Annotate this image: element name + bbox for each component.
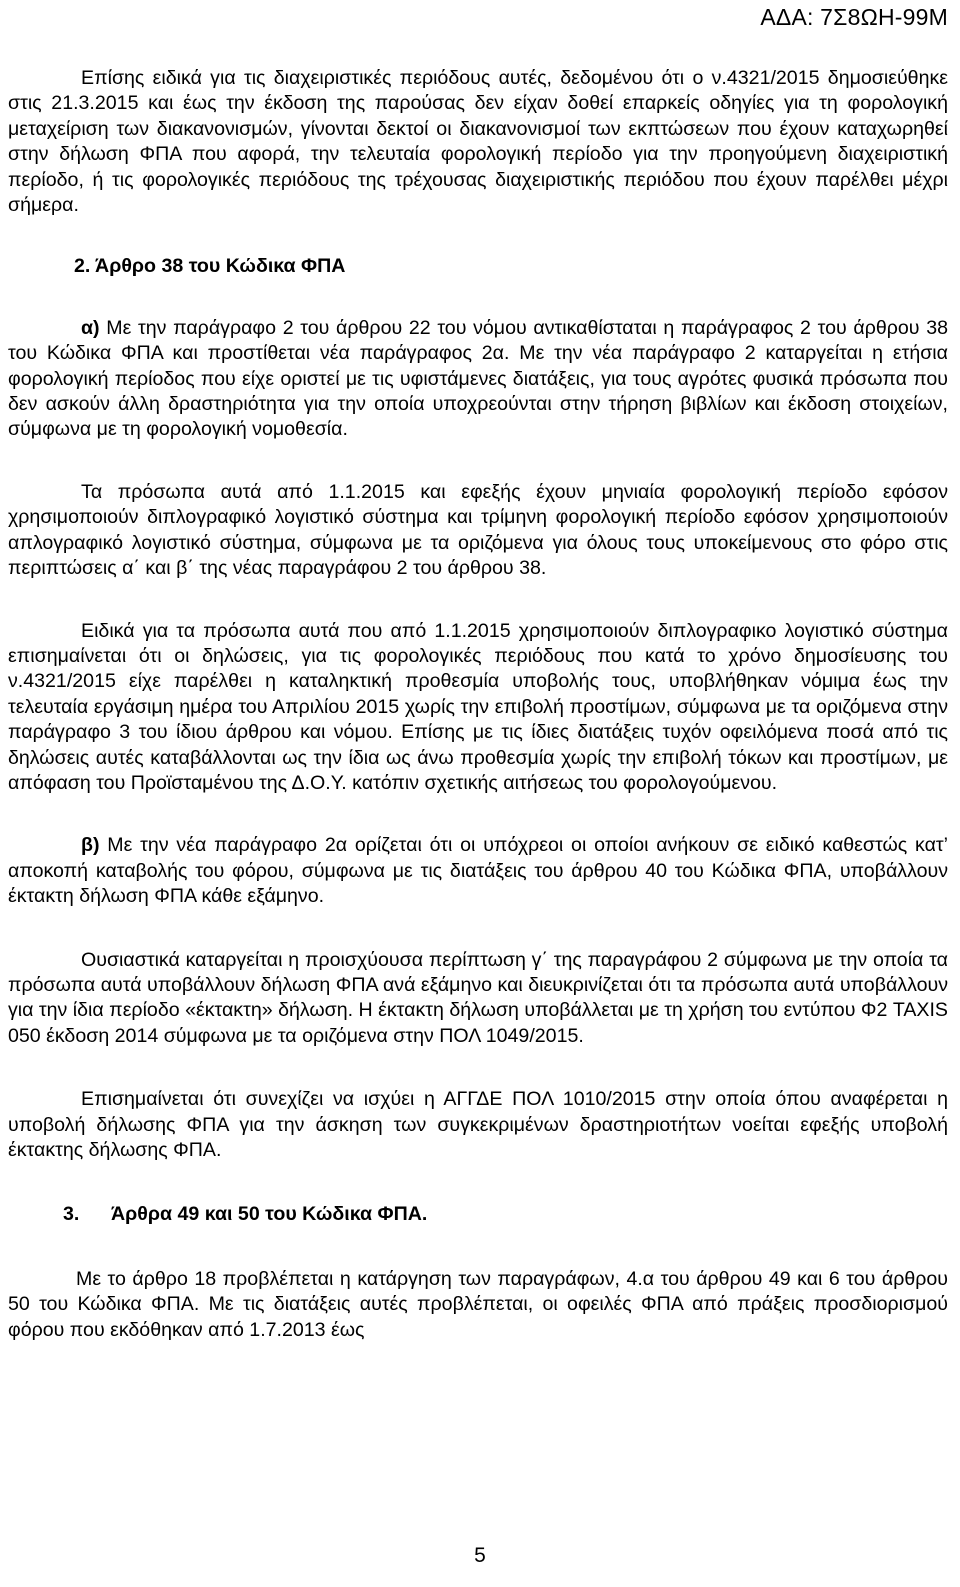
paragraph-essence: Ουσιαστικά καταργείται η προισχύουσα περίπτωση γ΄ της παραγράφου 2 σύμφωνα με την οποία τα πρόσωπα αυτά υποβάλλουν δήλωση ΦΠΑ ανά εξάμηνο και διευκρινίζεται ότι τα πρόσωπα αυτά υποβάλλουν για την ίδια περίοδο «έκτακτη» δήλωση. Η έκτακτη δήλωση υποβάλλεται με τη χρήση του εντύπου Φ2 TAXIS 050 έκδοση 2014 σύμφωνα με τα οριζόμενα στην ΠΟΛ 1049/2015.: [8, 948, 949, 1047]
heading-article-38: 2. Άρθρο 38 του Κώδικα ΦΠΑ: [74, 255, 346, 278]
paragraph-special: Ειδικά για τα πρόσωπα αυτά που από 1.1.2015 χρησιμοποιούν διπλογραφικο λογιστικό σύστημα επισημαίνεται ότι οι δηλώσεις, για τις φορολογικές περιόδους που κατά το χρόνο δημοσίευσης του ν.4321/2015 είχε παρέλθει η καταληκτική προθεσμία υποβολής τους, υποβλήθηκαν νόμιμα έως την τελευταία εργάσιμη ημέρα του Απριλίου 2015 χωρίς την επιβολή προστίμων, σύμφωνα με τα οριζόμενα στην παράγραφο 3 του ίδιου άρθρου και νόμου. Επίσης με τις ίδιες διατάξεις τυχόν οφειλόμενα ποσά από τις δηλώσεις αυτές καταβάλλονται ως την ίδια ως άνω προθεσμία χωρίς την επιβολή τόκων και προστίμων, με απόφαση του Προϊσταμένου της Δ.Ο.Υ. κατόπιν σχετικής αιτήσεως του φορολογούμενου.: [8, 619, 948, 794]
paragraph-a-label: α): [81, 316, 100, 339]
heading-articles-49-50-text: Άρθρα 49 και 50 του Κώδικα ΦΠΑ.: [111, 1203, 428, 1226]
paragraph-note: Επισημαίνεται ότι συνεχίζει να ισχύει η ΑΓΓΔΕ ΠΟΛ 1010/2015 στην οποία όπου αναφέρεται η υποβολή δήλωσης ΦΠΑ για την άσκηση των συγκεκριμένων δραστηριοτήτων νοείται εφεξής υποβολή έκτακτης δήλωσης ΦΠΑ.: [8, 1088, 948, 1161]
paragraph-article-18: Με το άρθρο 18 προβλέπεται η κατάργηση των παραγράφων, 4.α του άρθρου 49 και 6 του άρθρου 50 του Κώδικα ΦΠΑ. Με τις διατάξεις αυτές προβλέπεται, οι οφειλές ΦΠΑ από πράξεις προσδιορισμού φόρου που εκδόθηκαν από 1.7.2013 έως: [8, 1267, 948, 1341]
page-number: 5: [474, 1544, 486, 1567]
document-body: [8, 66, 948, 1343]
paragraph-persons: Τα πρόσωπα αυτά από 1.1.2015 και εφεξής έχουν μηνιαία φορολογική περίοδο εφόσον χρησιμοποιούν διπλογραφικό λογιστικό σύστημα και τρίμηνη φορολογική περίοδο εφόσον χρησιμοποιούν απλογραφικό λογιστικό σύστημα, σύμφωνα με τα οριζόμενα για όλους τους υποκείμενους στο φόρο στις περιπτώσεις α΄ και β΄ της νέας παραγράφου 2 του άρθρου 38.: [8, 480, 948, 580]
paragraph-b-label: β): [81, 834, 100, 857]
paragraph-b: [8, 833, 948, 909]
paragraph-a: [8, 316, 948, 443]
heading-articles-49-50-number: 3.: [63, 1203, 80, 1226]
ada-code: ΑΔΑ: 7Σ8ΩΗ-99Μ: [760, 4, 948, 30]
paragraph-special-periods: Επίσης ειδικά για τις διαχειριστικές περιόδους αυτές, δεδομένου ότι ο ν.4321/2015 δημοσιεύθηκε στις 21.3.2015 και έως την έκδοση της παρούσας δεν είχαν δοθεί επαρκείς οδηγίες για τη φορολογική μεταχείριση των διακανονισμών, γίνονται δεκτοί οι διακανονισμοί των εκπτώσεων που έχουν καταχωρηθεί στην δήλωση ΦΠΑ που αφορά, την τελευταία φορολογική περίοδο για την προηγούμενη διαχειριστική περίοδο, ή τις φορολογικές περιόδους της τρέχουσας διαχειριστικής περιόδου που έχουν παρέλθει μέχρι σήμερα.: [8, 67, 948, 217]
paragraph-b-text: Με την νέα παράγραφο 2α ορίζεται ότι οι υπόχρεοι οι οποίοι ανήκουν σε ειδικό καθεστώς κατ’ αποκοπή καταβολής του φόρου, σύμφωνα με τις διατάξεις του άρθρου 40 του Κώδικα ΦΠΑ, υποβάλλουν έκτακτη δήλωση ΦΠΑ κάθε εξάμηνο.: [8, 834, 948, 908]
heading-article-38-wrap: [8, 254, 948, 279]
paragraph-a-text: Με την παράγραφο 2 του άρθρου 22 του νόμου αντικαθίσταται η παράγραφος 2 του άρθρου 38 του Κώδικα ΦΠΑ και προστίθεται νέα παράγραφος 2α. Με την νέα παράγραφο 2 καταργείται η ετήσια φορολογική περίοδος που είχε οριστεί με τις υφιστάμενες διατάξεις, για τους αγρότες φυσικά πρόσωπα που δεν ασκούν άλλη δραστηριότητα για την οποία υποχρεούνται στην τήρηση βιβλίων και έκδοση στοιχείων, σύμφωνα με τη φορολογική νομοθεσία.: [8, 316, 948, 441]
heading-articles-49-50: [8, 1202, 948, 1227]
